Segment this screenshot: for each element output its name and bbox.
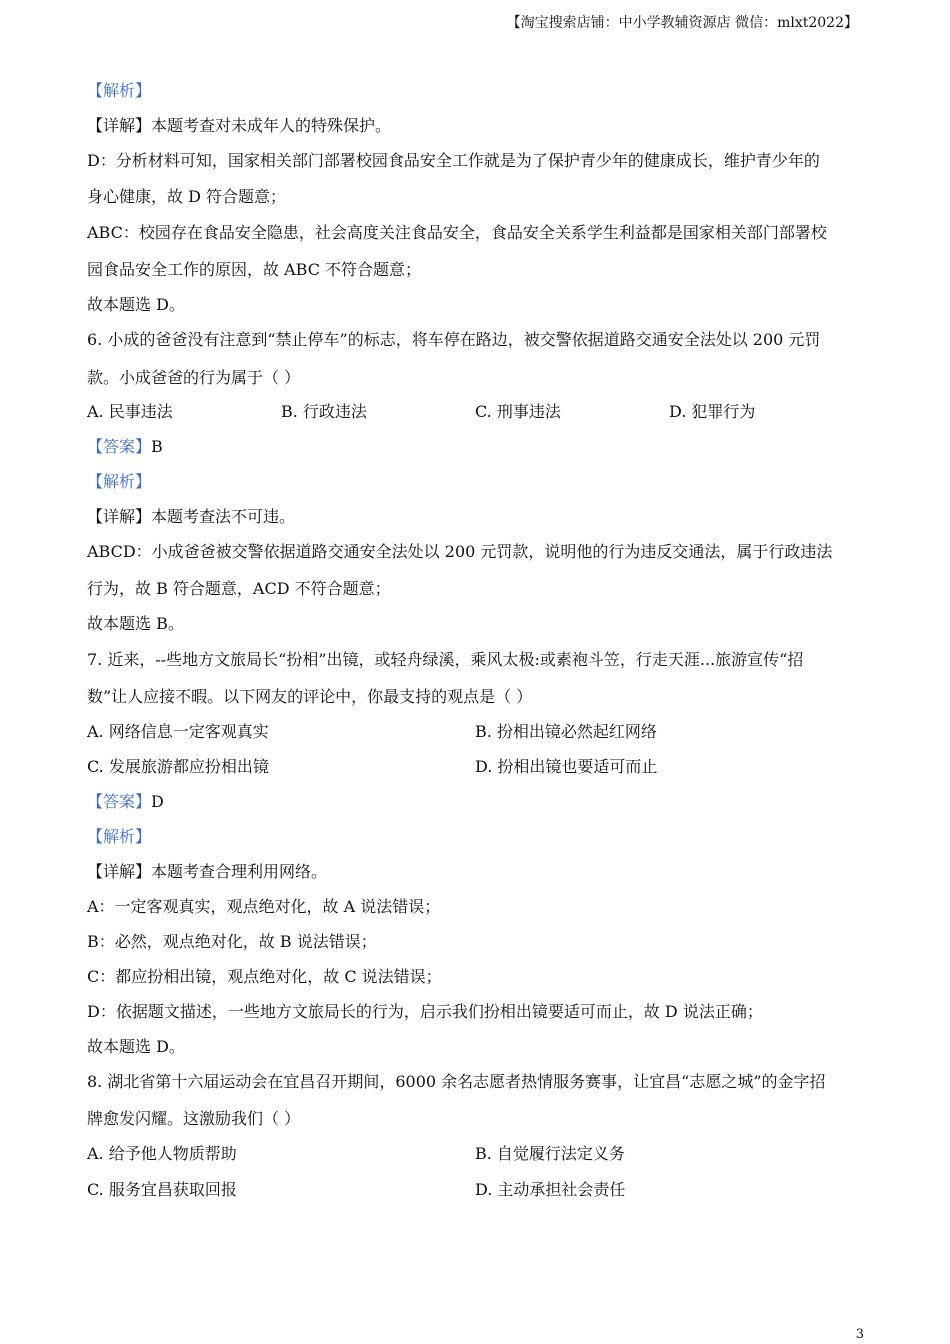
option-b: B. 自觉履行法定义务: [475, 1144, 625, 1163]
answer-line: [87, 791, 164, 813]
explanation-line: 行为，故 B 符合题意，ACD 不符合题意；: [87, 579, 391, 598]
question-stem: 7. 近来，--些地方文旅局长“扮相”出镜，或轻舟绿溪，乘风太极:或素袍斗笠，行走天涯...旅游宣传“招: [87, 650, 804, 669]
option-c: C. 服务宜昌获取回报: [87, 1180, 237, 1199]
question-stem: 数”让人应接不暇。以下网友的评论中，你最支持的观点是（ ）: [87, 687, 533, 706]
explanation-line: D：依据题文描述，一些地方文旅局长的行为，启示我们扮相出镜要适可而止，故 D 说法正确；: [87, 1002, 763, 1021]
detail-line: 【详解】本题考查法不可违。: [87, 507, 296, 526]
conclusion-line: 故本题选 D。: [87, 1037, 185, 1056]
option-a: A. 给予他人物质帮助: [87, 1144, 237, 1163]
option-a: A. 民事违法: [87, 402, 173, 421]
answer-tag: 【答案】: [87, 792, 152, 811]
explanation-line: A：一定客观真实，观点绝对化，故 A 说法错误；: [87, 897, 441, 916]
option-d: D. 扮相出镜也要适可而止: [475, 757, 658, 776]
explanation-line: 身心健康，故 D 符合题意；: [87, 187, 287, 206]
question-stem: 8. 湖北省第十六届运动会在宜昌召开期间，6000 余名志愿者热情服务赛事，让宜昌“志愿之城”的金字招: [87, 1072, 826, 1091]
option-c: C. 刑事违法: [475, 402, 561, 421]
question-stem: 款。小成爸爸的行为属于（ ）: [87, 368, 301, 387]
explanation-line: D：分析材料可知，国家相关部门部署校园食品安全工作就是为了保护青少年的健康成长，维护青少年的: [87, 151, 820, 170]
answer-value: D: [151, 792, 164, 811]
question-stem: 牌愈发闪耀。这激励我们（ ）: [87, 1109, 301, 1128]
option-d: D. 主动承担社会责任: [475, 1180, 626, 1199]
answer-value: B: [151, 437, 163, 456]
option-a: A. 网络信息一定客观真实: [87, 722, 269, 741]
analysis-tag: 【解析】: [87, 827, 152, 846]
question-stem: 6. 小成的爸爸没有注意到“禁止停车”的标志，将车停在路边，被交警依据道路交通安全法处以 200 元罚: [87, 330, 821, 349]
explanation-line: ABCD：小成爸爸被交警依据道路交通安全法处以 200 元罚款，说明他的行为违反交通法，属于行政违法: [87, 542, 833, 561]
explanation-line: C：都应扮相出镜，观点绝对化，故 C 说法错误；: [87, 967, 442, 986]
option-d: D. 犯罪行为: [669, 402, 756, 421]
conclusion-line: 故本题选 B。: [87, 614, 184, 633]
detail-line: 【详解】本题考查合理利用网络。: [87, 862, 328, 881]
detail-line: 【详解】本题考查对未成年人的特殊保护。: [87, 116, 392, 135]
page-number: 3: [855, 1327, 864, 1342]
option-c: C. 发展旅游都应扮相出镜: [87, 757, 269, 776]
option-b: B. 扮相出镜必然起红网络: [475, 722, 657, 741]
explanation-line: B：必然，观点绝对化，故 B 说法错误；: [87, 932, 377, 951]
analysis-tag: 【解析】: [87, 472, 152, 491]
option-b: B. 行政违法: [281, 402, 367, 421]
answer-line: [87, 436, 163, 458]
answer-tag: 【答案】: [87, 437, 152, 456]
analysis-tag: 【解析】: [87, 81, 152, 100]
explanation-line: ABC：校园存在食品安全隐患，社会高度关注食品安全，食品安全关系学生利益都是国家相关部门部署校: [87, 223, 827, 242]
conclusion-line: 故本题选 D。: [87, 295, 185, 314]
explanation-line: 园食品安全工作的原因，故 ABC 不符合题意；: [87, 260, 422, 279]
page-header-banner: 【淘宝搜索店铺：中小学教辅资源店 微信：mlxt2022】: [506, 15, 858, 31]
